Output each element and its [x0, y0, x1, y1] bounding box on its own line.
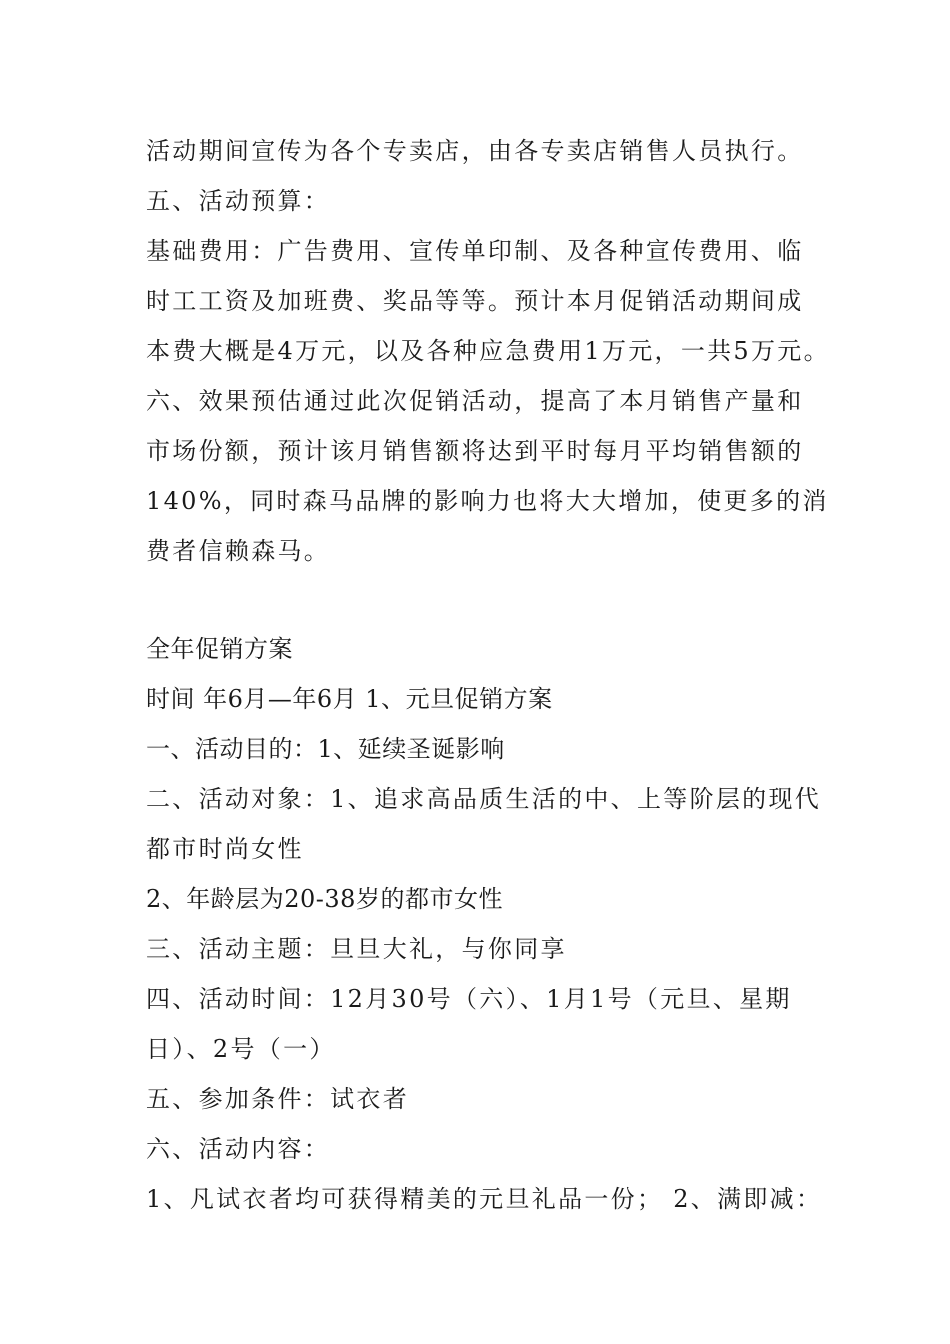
- text-line-21: 1、凡试衣者均可获得精美的元旦礼品一份； 2、满即减：: [146, 1185, 823, 1213]
- text-line-15: 2、年龄层为20-38岁的都市女性: [146, 885, 503, 913]
- text-line-11: 时间 年6月—年6月 1、元旦促销方案: [146, 685, 553, 713]
- text-line-4: 时工工资及加班费、奖品等等。预计本月促销活动期间成: [146, 287, 804, 315]
- text-line-14: 都市时尚女性: [146, 835, 304, 863]
- text-line-13: 二、活动对象：1、追求高品质生活的中、上等阶层的现代: [146, 785, 822, 813]
- section-heading: 全年促销方案: [146, 635, 293, 663]
- text-line-12: 一、活动目的：1、延续圣诞影响: [146, 735, 505, 763]
- text-line-8: 140%，同时森马品牌的影响力也将大大增加，使更多的消: [146, 487, 829, 515]
- text-line-3: 基础费用：广告费用、宣传单印制、及各种宣传费用、临: [146, 237, 804, 265]
- text-line-17: 四、活动时间：12月30号（六）、1月1号（元旦、星期: [146, 985, 792, 1013]
- text-line-16: 三、活动主题：旦旦大礼，与你同享: [146, 935, 567, 963]
- text-line-19: 五、参加条件：试衣者: [146, 1085, 409, 1113]
- text-line-9: 费者信赖森马。: [146, 537, 331, 565]
- text-line-5: 本费大概是4万元，以及各种应急费用1万元，一共5万元。: [146, 337, 830, 365]
- text-line-2: 五、活动预算：: [146, 187, 331, 215]
- text-line-6: 六、效果预估通过此次促销活动，提高了本月销售产量和: [146, 387, 804, 415]
- text-line-1: 活动期间宣传为各个专卖店，由各专卖店销售人员执行。: [146, 137, 804, 165]
- text-line-20: 六、活动内容：: [146, 1135, 331, 1163]
- text-line-18: 日）、2号（一）: [146, 1035, 336, 1063]
- text-line-7: 市场份额，预计该月销售额将达到平时每月平均销售额的: [146, 437, 804, 465]
